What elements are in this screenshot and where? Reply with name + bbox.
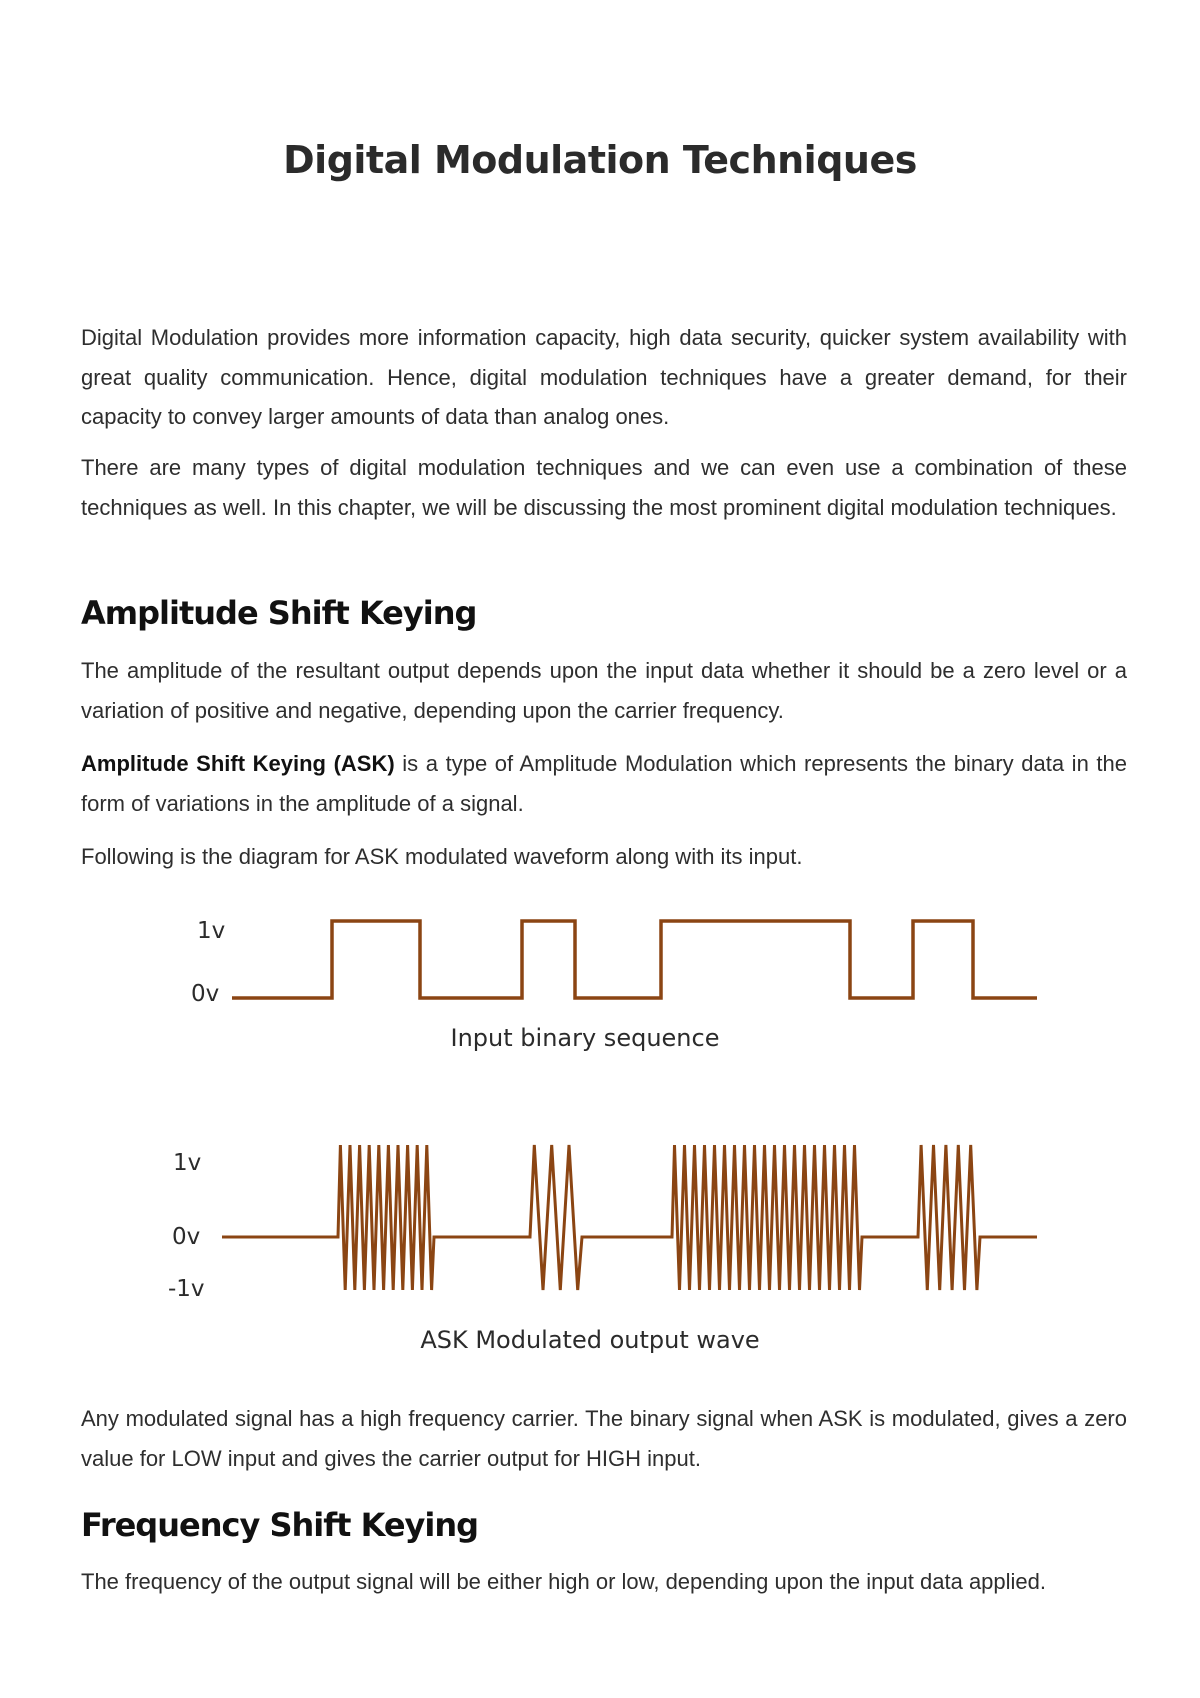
output-label-0v: 0v [172,1224,201,1250]
ask-paragraph-4: Any modulated signal has a high frequency carrier. The binary signal when ASK is modulated, gives a zero value for LOW input and gives the carrier output for HIGH input. [81,1406,1127,1471]
input-label-0v: 0v [191,981,220,1007]
input-caption: Input binary sequence [450,1024,720,1052]
ask-definition-text: is a type of Amplitude Modulation which represents the binary data in the form of variations in the amplitude of a signal. [81,751,1127,816]
page-title: Digital Modulation Techniques [283,138,917,182]
input-binary-wave [232,921,1037,998]
ask-heading: Amplitude Shift Keying [81,594,477,632]
ask-waveform-diagram [0,880,1200,1360]
output-label-minus-1v: -1v [168,1276,205,1302]
ask-paragraph-1: The amplitude of the resultant output depends upon the input data whether it should be a zero level or a variation of positive and negative, depending upon the carrier frequency. [81,658,1127,723]
input-label-1v: 1v [197,918,226,944]
output-label-1v: 1v [173,1150,202,1176]
ask-term-bold: Amplitude Shift Keying (ASK) [81,751,395,776]
fsk-paragraph-1: The frequency of the output signal will be either high or low, depending upon the input data applied. [81,1569,1047,1594]
intro-paragraph-1: Digital Modulation provides more information capacity, high data security, quicker system availability with great quality communication. Hence, digital modulation techniques have a greater demand, for their capacity to convey larger amounts of data than analog ones. [81,325,1127,429]
output-caption: ASK Modulated output wave [420,1326,760,1354]
ask-modulated-wave [222,1145,1037,1290]
ask-paragraph-3: Following is the diagram for ASK modulated waveform along with its input. [81,844,803,869]
intro-paragraph-2: There are many types of digital modulation techniques and we can even use a combination of these techniques as well. In this chapter, we will be discussing the most prominent digital modulation techniques. [81,455,1127,520]
fsk-heading: Frequency Shift Keying [81,1506,479,1544]
ask-paragraph-2 [81,744,1127,823]
